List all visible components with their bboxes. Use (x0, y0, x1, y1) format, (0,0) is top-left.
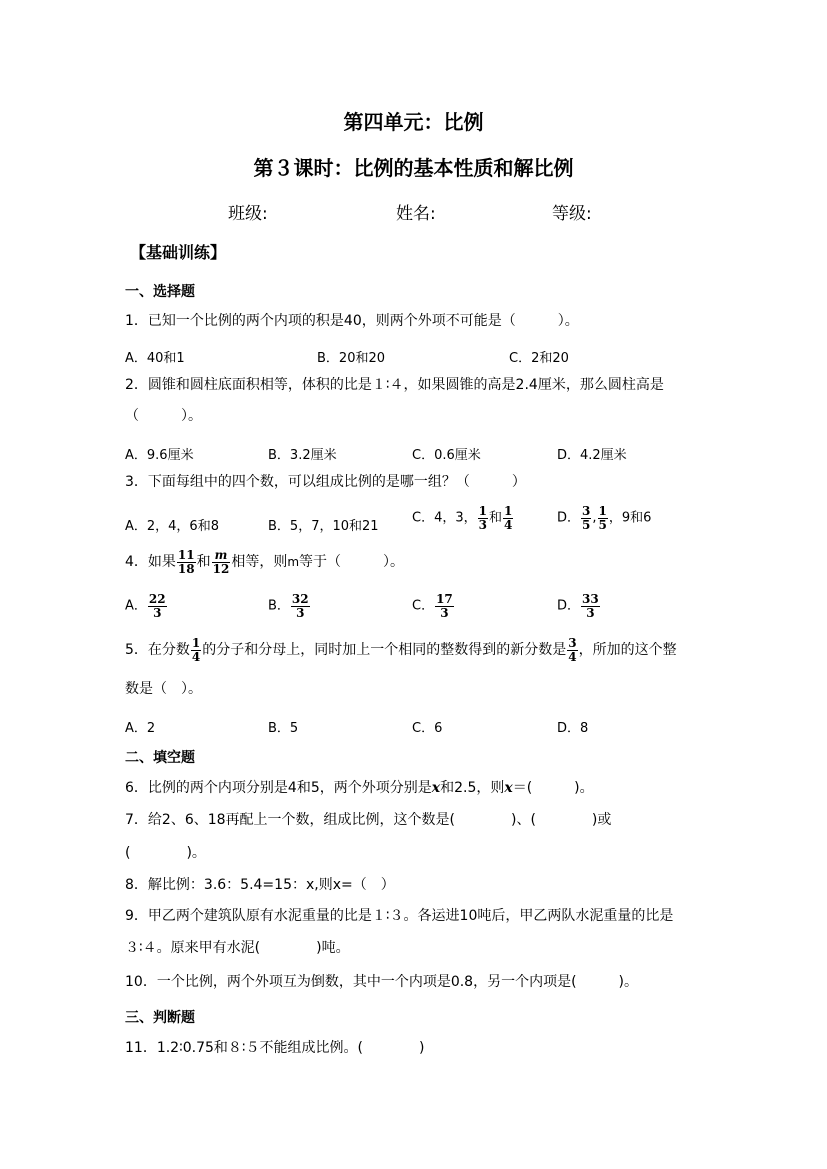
unit-title: 第四单元：比例 (343, 110, 484, 134)
question-3: 3．下面每组中的四个数，可以组成比例的是哪一组？（ ） (125, 474, 526, 490)
question-11: 11．1.2∶0.75和８∶５不能组成比例。( ) (125, 1040, 425, 1056)
question-10: 10．一个比例，两个外项互为倒数，其中一个内项是0.8，另一个内项是( )。 (125, 974, 639, 990)
q6-x-2: x (504, 780, 513, 796)
q1-option-b[interactable]: B．20和20 (317, 351, 386, 366)
q4-f1-numerator: 11 (177, 548, 195, 562)
q4a-numerator: 22 (148, 592, 166, 606)
q4c-denominator: 3 (440, 605, 449, 620)
q4d-numerator: 33 (582, 592, 599, 606)
grade-blank[interactable] (604, 200, 694, 220)
q5-middle: 的分子和分母上，同时加上一个相同的整数得到的新分数是 (202, 642, 567, 659)
q3c-and: 和 (488, 510, 502, 526)
q4b-numerator: 32 (291, 592, 309, 606)
section-judge-heading: 三、判断题 (125, 1010, 195, 1026)
question-8: 8．解比例：3.6：5.4=15：x,则x=（ ） (125, 877, 395, 893)
q4a-denominator: 3 (153, 605, 162, 620)
q4-f1-denominator: 18 (177, 561, 195, 576)
q6-middle: 和2.5，则 (440, 780, 505, 796)
q3-option-a[interactable]: A．2，4，6和8 (125, 519, 219, 534)
q4-text-2: 等于（ ）。 (299, 554, 405, 571)
q4-text-1: 相等，则 (231, 554, 288, 571)
q2-option-c[interactable]: C．0.6厘米 (412, 448, 481, 463)
q4-option-c[interactable] (412, 593, 455, 619)
q4-f2-numerator: m (212, 549, 231, 563)
question-7-line-2: ( )。 (125, 845, 206, 861)
q5-fraction-1 (191, 637, 201, 663)
q4d-fraction (581, 593, 600, 619)
q3c-fraction-1 (478, 505, 488, 531)
question-9-line-2: ３∶４。原来甲有水泥( )吨。 (125, 940, 350, 956)
q3d-f2-denominator: 5 (598, 517, 607, 532)
q4b-denominator: 3 (296, 605, 305, 620)
q4-variable: m (287, 555, 300, 570)
question-9-line-1: 9．甲乙两个建筑队原有水泥重量的比是１∶３。各运进10吨后，甲乙两队水泥重量的比是 (125, 908, 674, 924)
q4-f2-denominator: 12 (212, 561, 230, 576)
q5-option-b[interactable]: B．5 (268, 721, 299, 736)
q4a-fraction (148, 593, 167, 619)
q6-prefix: 6．比例的两个内项分别是4和5，两个外项分别是 (125, 780, 432, 796)
q3d-suffix: ，9和6 (608, 510, 652, 526)
q5-f2-numerator: 3 (568, 636, 577, 650)
q5-f1-denominator: 4 (191, 649, 201, 664)
q3c-f1-denominator: 3 (478, 517, 487, 532)
q4b-fraction (291, 593, 310, 619)
q3d-f1-denominator: 5 (582, 517, 591, 532)
q3d-fraction-2 (598, 505, 608, 531)
training-heading: 【基础训练】 (130, 243, 227, 262)
q3d-f1-numerator: 3 (582, 504, 591, 518)
q3c-fraction-2 (503, 505, 513, 531)
q3c-prefix: C．4，3， (412, 510, 477, 526)
q3d-separator: , (592, 510, 597, 526)
q6-x-1: x (431, 780, 441, 796)
q4-option-b[interactable] (268, 593, 311, 619)
q4-fraction-1 (177, 549, 196, 575)
q4c-numerator: 17 (436, 592, 453, 606)
section-choice-heading: 一、选择题 (125, 284, 195, 300)
section-fill-heading: 二、填空题 (125, 750, 195, 766)
lesson-title: 第３课时：比例的基本性质和解比例 (253, 156, 574, 180)
name-label: 姓名: (396, 204, 436, 224)
q6-suffix: ＝( )。 (512, 780, 594, 796)
q2-option-a[interactable]: A．9.6厘米 (125, 448, 194, 463)
question-2-line-2: （ ）。 (125, 408, 202, 424)
q5-option-a[interactable]: A．2 (125, 721, 156, 736)
q5-option-d[interactable]: D．8 (557, 721, 589, 736)
class-blank[interactable] (280, 200, 380, 220)
q3d-fraction-1 (581, 505, 591, 531)
q5-f1-numerator: 1 (191, 636, 201, 650)
q3-option-c[interactable] (412, 505, 514, 531)
question-5-line-1 (125, 637, 677, 663)
q4b-label: B． (268, 598, 290, 614)
q3c-f1-numerator: 1 (478, 504, 487, 518)
q1-option-c[interactable]: C．2和20 (509, 351, 569, 366)
question-2-line-1: 2．圆锥和圆柱底面积相等，体积的比是１∶４，如果圆锥的高是2.4厘米，那么圆柱高是 (125, 377, 664, 393)
q3c-f2-numerator: 1 (504, 504, 513, 518)
question-4 (125, 549, 404, 575)
question-5-line-2: 数是（ ）。 (125, 681, 202, 697)
q4d-denominator: 3 (586, 605, 595, 620)
q5-prefix: 5．在分数 (125, 642, 190, 659)
question-1: 1．已知一个比例的两个内项的积是40，则两个外项不可能是（ ）。 (125, 313, 579, 329)
question-6 (125, 781, 594, 795)
q2-option-b[interactable]: B．3.2厘米 (268, 448, 337, 463)
q5-suffix: ，所加的这个整 (578, 642, 677, 659)
q5-f2-denominator: 4 (568, 649, 577, 664)
q4-option-a[interactable] (125, 593, 168, 619)
q5-option-c[interactable]: C．6 (412, 721, 443, 736)
q2-option-d[interactable]: D．4.2厘米 (557, 448, 627, 463)
q5-fraction-2 (567, 637, 577, 663)
q4-fraction-2 (212, 549, 231, 575)
q3-option-d[interactable] (557, 505, 651, 531)
q3d-prefix: D． (557, 510, 581, 526)
q4-option-d[interactable] (557, 593, 601, 619)
grade-label: 等级: (552, 204, 592, 224)
q4c-fraction (435, 593, 454, 619)
q1-option-a[interactable]: A．40和1 (125, 351, 185, 366)
q4-and: 和 (196, 554, 211, 571)
q4c-label: C． (412, 598, 435, 614)
q3d-f2-numerator: 1 (598, 504, 607, 518)
class-label: 班级: (228, 204, 268, 224)
name-blank[interactable] (450, 200, 540, 220)
question-7-line-1: 7．给2、6、18再配上一个数，组成比例，这个数是( )、( )或 (125, 812, 612, 828)
q3-option-b[interactable]: B．5，7，10和21 (268, 519, 379, 534)
q3c-f2-denominator: 4 (504, 517, 513, 532)
q4d-label: D． (557, 598, 581, 614)
q4a-label: A． (125, 598, 147, 614)
q4-prefix: 4．如果 (125, 554, 176, 571)
